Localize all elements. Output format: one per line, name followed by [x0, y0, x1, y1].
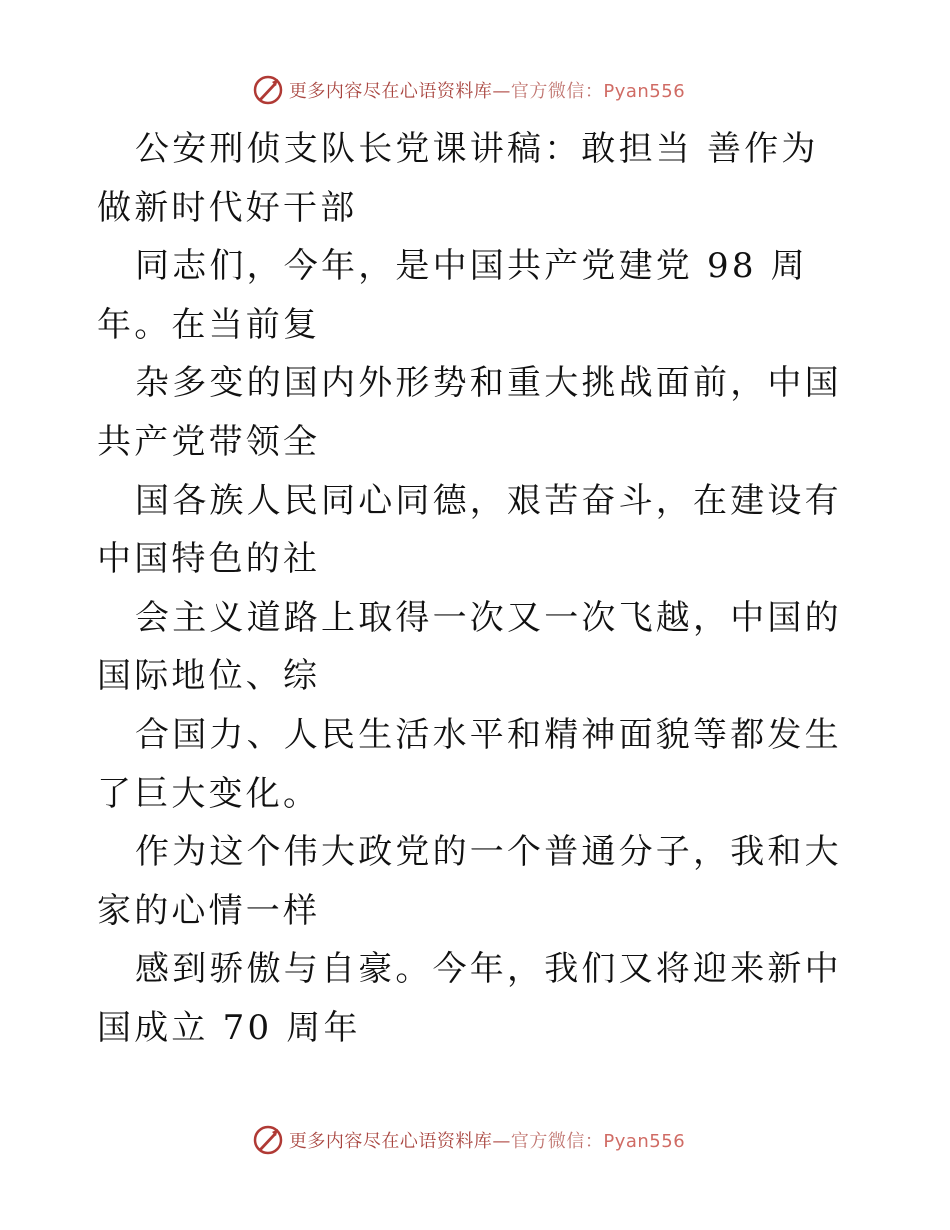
header-banner-text: 更多内容尽在心语资料库 — [288, 81, 493, 102]
body-paragraph: 感到骄傲与自豪。今年，我们又将迎来新中国成立 70 周年 — [97, 949, 842, 1048]
document-title-paragraph: 公安刑侦支队长党课讲稿：敢担当 善作为 做新时代好干部 — [97, 129, 819, 228]
body-paragraph: 合国力、人民生活水平和精神面貌等都发生了巨大变化。 — [97, 714, 842, 814]
header-wechat-label: 官方微信： — [510, 81, 604, 102]
footer-wechat-id: Pyan556 — [603, 1131, 686, 1152]
quill-logo-icon — [253, 1125, 283, 1155]
footer-watermark-banner — [0, 1120, 950, 1160]
body-paragraph: 会主义道路上取得一次又一次飞越，中国的国际地位、综 — [97, 597, 842, 697]
quill-logo-icon — [253, 75, 283, 105]
document-body — [97, 120, 857, 1058]
body-paragraph: 杂多变的国内外形势和重大挑战面前，中国共产党带领全 — [97, 363, 842, 462]
footer-banner-text: 更多内容尽在心语资料库 — [288, 1131, 493, 1152]
header-wechat-id: Pyan556 — [603, 81, 686, 102]
footer-wechat-label: 官方微信： — [510, 1131, 604, 1152]
body-paragraph: 作为这个伟大政党的一个普通分子，我和大家的心情一样 — [97, 832, 842, 931]
body-paragraph: 国各族人民同心同德，艰苦奋斗，在建设有中国特色的社 — [97, 480, 842, 580]
header-banner-dash: — — [492, 81, 511, 102]
body-paragraph: 同志们，今年，是中国共产党建党 98 周年。在当前复 — [97, 246, 808, 345]
header-watermark-banner — [0, 70, 950, 110]
footer-banner-dash: — — [492, 1131, 511, 1152]
